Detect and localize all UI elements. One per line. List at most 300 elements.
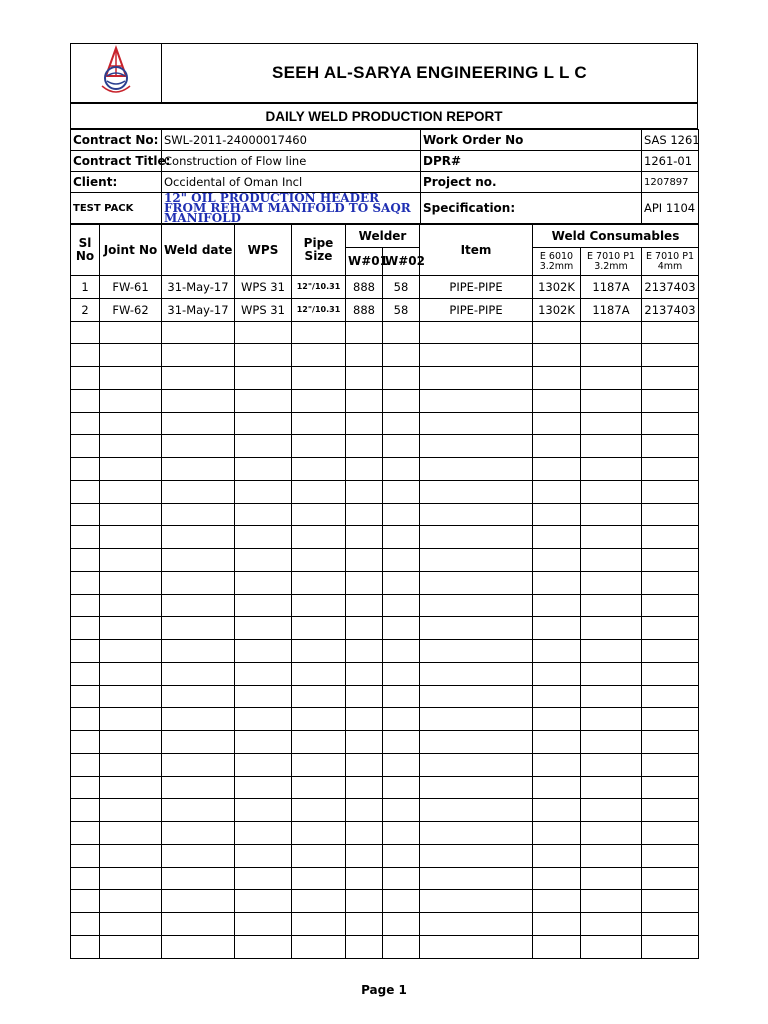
cell-sl-no — [71, 640, 100, 663]
cell-joint-no — [100, 321, 162, 344]
cell-joint-no — [100, 617, 162, 640]
cell-pipe-size — [292, 435, 346, 458]
cell-wps — [235, 844, 292, 867]
cell-consumable-3 — [642, 617, 699, 640]
table-row — [71, 526, 699, 549]
cell-wps — [235, 526, 292, 549]
cell-consumable-1 — [533, 458, 581, 481]
cell-pipe-size — [292, 389, 346, 412]
cell-consumable-3 — [642, 526, 699, 549]
cell-consumable-3 — [642, 799, 699, 822]
cell-weld-date: 31-May-17 — [162, 298, 235, 321]
cell-joint-no — [100, 526, 162, 549]
cell-weld-date — [162, 708, 235, 731]
header-weld-consumables: Weld Consumables — [533, 225, 699, 248]
cell-consumable-3 — [642, 321, 699, 344]
cell-joint-no — [100, 913, 162, 936]
cell-pipe-size — [292, 594, 346, 617]
cell-pipe-size — [292, 867, 346, 890]
cell-weld-date — [162, 389, 235, 412]
page-number: Page 1 — [361, 983, 407, 997]
cell-consumable-1 — [533, 344, 581, 367]
cell-pipe-size — [292, 799, 346, 822]
cell-welder-w01 — [346, 662, 383, 685]
cell-pipe-size — [292, 640, 346, 663]
cell-joint-no — [100, 412, 162, 435]
table-row — [71, 685, 699, 708]
table-row — [71, 344, 699, 367]
table-row — [71, 276, 699, 299]
cell-joint-no: FW-61 — [100, 276, 162, 299]
table-row — [71, 389, 699, 412]
cell-sl-no — [71, 753, 100, 776]
cell-sl-no — [71, 367, 100, 390]
cell-welder-w01 — [346, 731, 383, 754]
cell-pipe-size — [292, 526, 346, 549]
cell-consumable-1 — [533, 549, 581, 572]
cell-pipe-size — [292, 458, 346, 481]
cell-consumable-2 — [581, 571, 642, 594]
cell-welder-w02 — [383, 662, 420, 685]
cell-welder-w02 — [383, 822, 420, 845]
table-row — [71, 480, 699, 503]
cell-welder-w02 — [383, 321, 420, 344]
cell-welder-w01 — [346, 685, 383, 708]
cell-joint-no: FW-62 — [100, 298, 162, 321]
header-item: Item — [420, 225, 533, 276]
cell-consumable-3 — [642, 503, 699, 526]
table-row — [71, 844, 699, 867]
cell-welder-w02 — [383, 867, 420, 890]
cell-consumable-2 — [581, 367, 642, 390]
cell-consumable-2 — [581, 412, 642, 435]
cell-wps — [235, 412, 292, 435]
cell-wps — [235, 913, 292, 936]
cell-weld-date — [162, 662, 235, 685]
header-consumable-2: E 7010 P1 3.2mm — [581, 248, 642, 276]
cell-welder-w02 — [383, 799, 420, 822]
cell-wps — [235, 594, 292, 617]
cell-wps — [235, 571, 292, 594]
cell-wps — [235, 321, 292, 344]
header-w01: W#01 — [346, 248, 383, 276]
cell-consumable-2 — [581, 844, 642, 867]
cell-welder-w02 — [383, 480, 420, 503]
cell-welder-w02 — [383, 435, 420, 458]
cell-item — [420, 526, 533, 549]
cell-sl-no — [71, 571, 100, 594]
cell-item — [420, 935, 533, 958]
dpr-value: 1261-01 — [642, 151, 699, 172]
cell-joint-no — [100, 571, 162, 594]
cell-weld-date — [162, 412, 235, 435]
cell-welder-w01 — [346, 640, 383, 663]
cell-consumable-3 — [642, 913, 699, 936]
cell-sl-no — [71, 708, 100, 731]
company-name: SEEH AL-SARYA ENGINEERING L L C — [162, 44, 698, 103]
cell-consumable-2 — [581, 344, 642, 367]
cell-consumable-2 — [581, 435, 642, 458]
cell-consumable-1: 1302K — [533, 276, 581, 299]
cell-welder-w01: 888 — [346, 298, 383, 321]
cell-sl-no — [71, 412, 100, 435]
cell-welder-w01 — [346, 844, 383, 867]
cell-welder-w01 — [346, 935, 383, 958]
cell-sl-no — [71, 662, 100, 685]
cell-welder-w01 — [346, 549, 383, 572]
cell-item — [420, 344, 533, 367]
cell-weld-date — [162, 435, 235, 458]
cell-pipe-size — [292, 662, 346, 685]
cell-welder-w01 — [346, 617, 383, 640]
cell-consumable-1 — [533, 640, 581, 663]
cell-welder-w02 — [383, 731, 420, 754]
cell-joint-no — [100, 480, 162, 503]
cell-weld-date — [162, 571, 235, 594]
cell-welder-w01 — [346, 458, 383, 481]
cell-weld-date — [162, 890, 235, 913]
cell-consumable-1 — [533, 389, 581, 412]
cell-sl-no: 2 — [71, 298, 100, 321]
cell-consumable-1 — [533, 776, 581, 799]
table-row — [71, 776, 699, 799]
cell-consumable-2 — [581, 685, 642, 708]
cell-welder-w02 — [383, 935, 420, 958]
cell-pipe-size — [292, 708, 346, 731]
cell-joint-no — [100, 662, 162, 685]
cell-consumable-3 — [642, 571, 699, 594]
cell-weld-date — [162, 731, 235, 754]
table-row — [71, 503, 699, 526]
cell-consumable-2 — [581, 708, 642, 731]
work-order-label: Work Order No — [421, 130, 642, 151]
cell-item — [420, 549, 533, 572]
cell-item — [420, 321, 533, 344]
cell-consumable-1 — [533, 412, 581, 435]
cell-consumable-1 — [533, 822, 581, 845]
cell-sl-no — [71, 776, 100, 799]
cell-item: PIPE-PIPE — [420, 298, 533, 321]
cell-weld-date: 31-May-17 — [162, 276, 235, 299]
cell-joint-no — [100, 435, 162, 458]
cell-consumable-1 — [533, 799, 581, 822]
work-order-value: SAS 1261 — [642, 130, 699, 151]
cell-welder-w01 — [346, 753, 383, 776]
cell-pipe-size — [292, 731, 346, 754]
cell-item — [420, 685, 533, 708]
cell-consumable-2 — [581, 458, 642, 481]
cell-consumable-1 — [533, 367, 581, 390]
cell-welder-w02 — [383, 844, 420, 867]
cell-welder-w01 — [346, 867, 383, 890]
cell-pipe-size — [292, 344, 346, 367]
cell-consumable-3 — [642, 367, 699, 390]
cell-wps — [235, 822, 292, 845]
cell-consumable-2 — [581, 503, 642, 526]
cell-joint-no — [100, 685, 162, 708]
header-welder: Welder — [346, 225, 420, 248]
cell-weld-date — [162, 344, 235, 367]
cell-sl-no — [71, 321, 100, 344]
cell-wps — [235, 799, 292, 822]
cell-wps — [235, 935, 292, 958]
cell-consumable-2: 1187A — [581, 276, 642, 299]
cell-welder-w02 — [383, 526, 420, 549]
cell-welder-w02: 58 — [383, 276, 420, 299]
cell-wps — [235, 890, 292, 913]
cell-wps — [235, 389, 292, 412]
cell-consumable-1 — [533, 867, 581, 890]
cell-pipe-size — [292, 844, 346, 867]
client-value: Occidental of Oman Incl — [162, 172, 421, 193]
cell-consumable-1 — [533, 708, 581, 731]
cell-consumable-1 — [533, 844, 581, 867]
cell-item — [420, 799, 533, 822]
report-title-row — [70, 103, 698, 129]
cell-weld-date — [162, 822, 235, 845]
cell-sl-no — [71, 458, 100, 481]
cell-consumable-1 — [533, 913, 581, 936]
cell-welder-w01 — [346, 526, 383, 549]
report-title: DAILY WELD PRODUCTION REPORT — [71, 104, 698, 129]
cell-consumable-2 — [581, 890, 642, 913]
table-row — [71, 799, 699, 822]
table-row — [71, 708, 699, 731]
contract-no-label: Contract No: — [71, 130, 162, 151]
cell-welder-w02 — [383, 640, 420, 663]
cell-welder-w02 — [383, 571, 420, 594]
cell-welder-w01 — [346, 708, 383, 731]
cell-consumable-3 — [642, 708, 699, 731]
cell-consumable-1 — [533, 685, 581, 708]
cell-joint-no — [100, 799, 162, 822]
cell-weld-date — [162, 617, 235, 640]
test-pack-label: TEST PACK — [71, 193, 162, 224]
cell-sl-no — [71, 890, 100, 913]
cell-consumable-3 — [642, 662, 699, 685]
cell-joint-no — [100, 753, 162, 776]
cell-weld-date — [162, 935, 235, 958]
cell-welder-w01 — [346, 412, 383, 435]
cell-welder-w01 — [346, 594, 383, 617]
cell-wps — [235, 480, 292, 503]
table-row — [71, 367, 699, 390]
cell-consumable-1 — [533, 662, 581, 685]
cell-wps — [235, 662, 292, 685]
table-row — [71, 935, 699, 958]
cell-weld-date — [162, 776, 235, 799]
header-w02: W#02 — [383, 248, 420, 276]
cell-consumable-3 — [642, 844, 699, 867]
cell-weld-date — [162, 799, 235, 822]
cell-consumable-2 — [581, 617, 642, 640]
cell-weld-date — [162, 844, 235, 867]
cell-consumable-2 — [581, 913, 642, 936]
cell-joint-no — [100, 503, 162, 526]
cell-weld-date — [162, 913, 235, 936]
cell-wps — [235, 731, 292, 754]
header-weld-date: Weld date — [162, 225, 235, 276]
cell-wps — [235, 640, 292, 663]
cell-item — [420, 617, 533, 640]
cell-consumable-2 — [581, 822, 642, 845]
cell-sl-no — [71, 435, 100, 458]
cell-sl-no — [71, 480, 100, 503]
cell-item — [420, 822, 533, 845]
cell-pipe-size: 12"/10.31 — [292, 276, 346, 299]
cell-joint-no — [100, 708, 162, 731]
cell-welder-w01 — [346, 822, 383, 845]
cell-consumable-1 — [533, 731, 581, 754]
table-row — [71, 458, 699, 481]
cell-pipe-size — [292, 753, 346, 776]
header-consumable-1: E 6010 3.2mm — [533, 248, 581, 276]
table-row — [71, 435, 699, 458]
cell-welder-w01 — [346, 435, 383, 458]
cell-consumable-3 — [642, 753, 699, 776]
cell-item — [420, 731, 533, 754]
derrick-logo-icon — [94, 46, 138, 96]
cell-item — [420, 503, 533, 526]
report-header — [70, 43, 698, 103]
cell-welder-w02 — [383, 913, 420, 936]
cell-sl-no — [71, 594, 100, 617]
table-row — [71, 640, 699, 663]
cell-consumable-2 — [581, 753, 642, 776]
cell-welder-w02 — [383, 708, 420, 731]
table-row — [71, 867, 699, 890]
cell-welder-w02: 58 — [383, 298, 420, 321]
cell-consumable-1 — [533, 617, 581, 640]
cell-consumable-1 — [533, 503, 581, 526]
table-row — [71, 753, 699, 776]
cell-welder-w02 — [383, 503, 420, 526]
cell-pipe-size — [292, 776, 346, 799]
cell-welder-w02 — [383, 458, 420, 481]
cell-wps — [235, 503, 292, 526]
cell-weld-date — [162, 526, 235, 549]
cell-sl-no — [71, 503, 100, 526]
cell-pipe-size — [292, 549, 346, 572]
cell-welder-w01 — [346, 344, 383, 367]
header-consumable-3: E 7010 P1 4mm — [642, 248, 699, 276]
cell-sl-no — [71, 731, 100, 754]
cell-weld-date — [162, 458, 235, 481]
cell-consumable-3 — [642, 594, 699, 617]
cell-wps — [235, 435, 292, 458]
cell-consumable-3 — [642, 412, 699, 435]
contract-title-label: Contract Title: — [71, 151, 162, 172]
cell-consumable-3 — [642, 458, 699, 481]
cell-pipe-size — [292, 913, 346, 936]
cell-sl-no: 1 — [71, 276, 100, 299]
cell-item — [420, 367, 533, 390]
test-pack-value: 12" OIL PRODUCTION HEADER FROM REHAM MANIFOLD TO SAQR MANIFOLD — [162, 193, 421, 224]
cell-joint-no — [100, 458, 162, 481]
cell-item — [420, 389, 533, 412]
cell-sl-no — [71, 526, 100, 549]
cell-wps — [235, 776, 292, 799]
cell-wps: WPS 31 — [235, 298, 292, 321]
cell-welder-w01 — [346, 321, 383, 344]
company-logo — [71, 44, 162, 103]
cell-consumable-2 — [581, 480, 642, 503]
cell-joint-no — [100, 549, 162, 572]
cell-item — [420, 435, 533, 458]
cell-consumable-3 — [642, 435, 699, 458]
cell-welder-w02 — [383, 344, 420, 367]
cell-welder-w01 — [346, 913, 383, 936]
cell-joint-no — [100, 935, 162, 958]
cell-consumable-1: 1302K — [533, 298, 581, 321]
cell-joint-no — [100, 844, 162, 867]
cell-consumable-2 — [581, 662, 642, 685]
cell-wps — [235, 458, 292, 481]
cell-wps — [235, 617, 292, 640]
cell-pipe-size — [292, 571, 346, 594]
cell-welder-w02 — [383, 685, 420, 708]
cell-welder-w01 — [346, 389, 383, 412]
cell-sl-no — [71, 935, 100, 958]
contract-title-value: Construction of Flow line — [162, 151, 421, 172]
cell-welder-w02 — [383, 389, 420, 412]
cell-joint-no — [100, 640, 162, 663]
cell-consumable-2 — [581, 776, 642, 799]
table-row — [71, 571, 699, 594]
cell-pipe-size — [292, 480, 346, 503]
cell-joint-no — [100, 776, 162, 799]
dpr-label: DPR# — [421, 151, 642, 172]
cell-consumable-3 — [642, 389, 699, 412]
table-row — [71, 321, 699, 344]
cell-consumable-3 — [642, 731, 699, 754]
cell-welder-w02 — [383, 367, 420, 390]
cell-pipe-size — [292, 890, 346, 913]
cell-pipe-size — [292, 321, 346, 344]
table-row — [71, 594, 699, 617]
cell-consumable-3 — [642, 685, 699, 708]
cell-item: PIPE-PIPE — [420, 276, 533, 299]
cell-joint-no — [100, 867, 162, 890]
cell-item — [420, 708, 533, 731]
cell-joint-no — [100, 367, 162, 390]
header-joint-no: Joint No — [100, 225, 162, 276]
cell-weld-date — [162, 753, 235, 776]
cell-consumable-3 — [642, 480, 699, 503]
cell-consumable-1 — [533, 321, 581, 344]
cell-consumable-2 — [581, 935, 642, 958]
table-row — [71, 731, 699, 754]
cell-welder-w02 — [383, 890, 420, 913]
cell-consumable-3 — [642, 890, 699, 913]
cell-item — [420, 458, 533, 481]
cell-welder-w02 — [383, 776, 420, 799]
cell-welder-w01 — [346, 571, 383, 594]
cell-welder-w01 — [346, 776, 383, 799]
cell-consumable-1 — [533, 890, 581, 913]
table-row — [71, 298, 699, 321]
cell-consumable-3 — [642, 867, 699, 890]
cell-wps — [235, 708, 292, 731]
cell-consumable-1 — [533, 526, 581, 549]
cell-wps — [235, 549, 292, 572]
table-row — [71, 662, 699, 685]
cell-weld-date — [162, 685, 235, 708]
cell-sl-no — [71, 867, 100, 890]
table-row — [71, 549, 699, 572]
table-row — [71, 412, 699, 435]
cell-consumable-2 — [581, 640, 642, 663]
